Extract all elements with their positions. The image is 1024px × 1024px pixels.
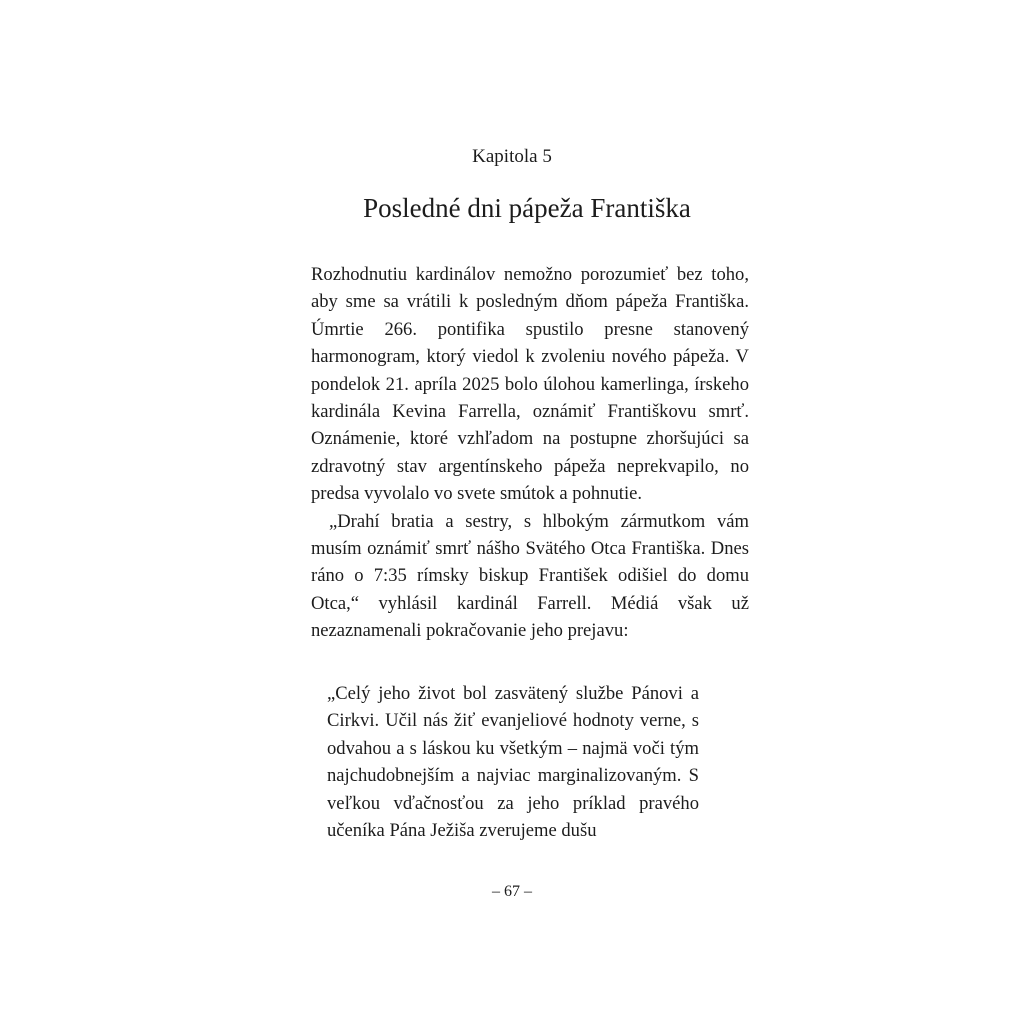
page-number: – 67 – [492,883,532,900]
block-quote [327,680,699,844]
body-text [311,261,749,645]
paragraph-1: Rozhodnutiu kardinálov nemožno porozumieť bez toho, aby sme sa vrátili k posledným dňom pápeža Františka. Úmrtie 266. pontifika spustilo presne stanovený harmonogram, ktorý viedol k zvoleniu nového pápeža. V pondelok 21. apríla 2025 bolo úlohou kamerlinga, írskeho kardinála Kevina Farrella, oznámiť Františkovu smrť. Oznámenie, ktoré vzhľadom na postupne zhoršujúci sa zdravotný stav argentínskeho pápeža neprekvapilo, no predsa vyvolalo vo svete smútok a pohnutie. [311,264,749,505]
chapter-label: Kapitola 5 [472,146,552,167]
quote-text: „Celý jeho život bol zasvätený službe Pánovi a Cirkvi. Učil nás žiť evanjeliové hodnoty verne, s odvahou a s láskou ku všetkým – najmä voči tým najchudobnejším a najviac marginalizovaným. S veľkou vďačnosťou za jeho príklad pravého učeníka Pána Ježiša zverujeme dušu [327,683,699,842]
chapter-title: Posledné dni pápeža Františka [363,193,691,223]
paragraph-2: „Drahí bratia a sestry, s hlbokým zármutkom vám musím oznámiť smrť nášho Svätého Otca Františka. Dnes ráno o 7:35 rímsky biskup František odišiel do domu Otca,“ vyhlásil kardinál Farrell. Médiá však už nezaznamenali pokračovanie jeho prejavu: [311,510,749,642]
